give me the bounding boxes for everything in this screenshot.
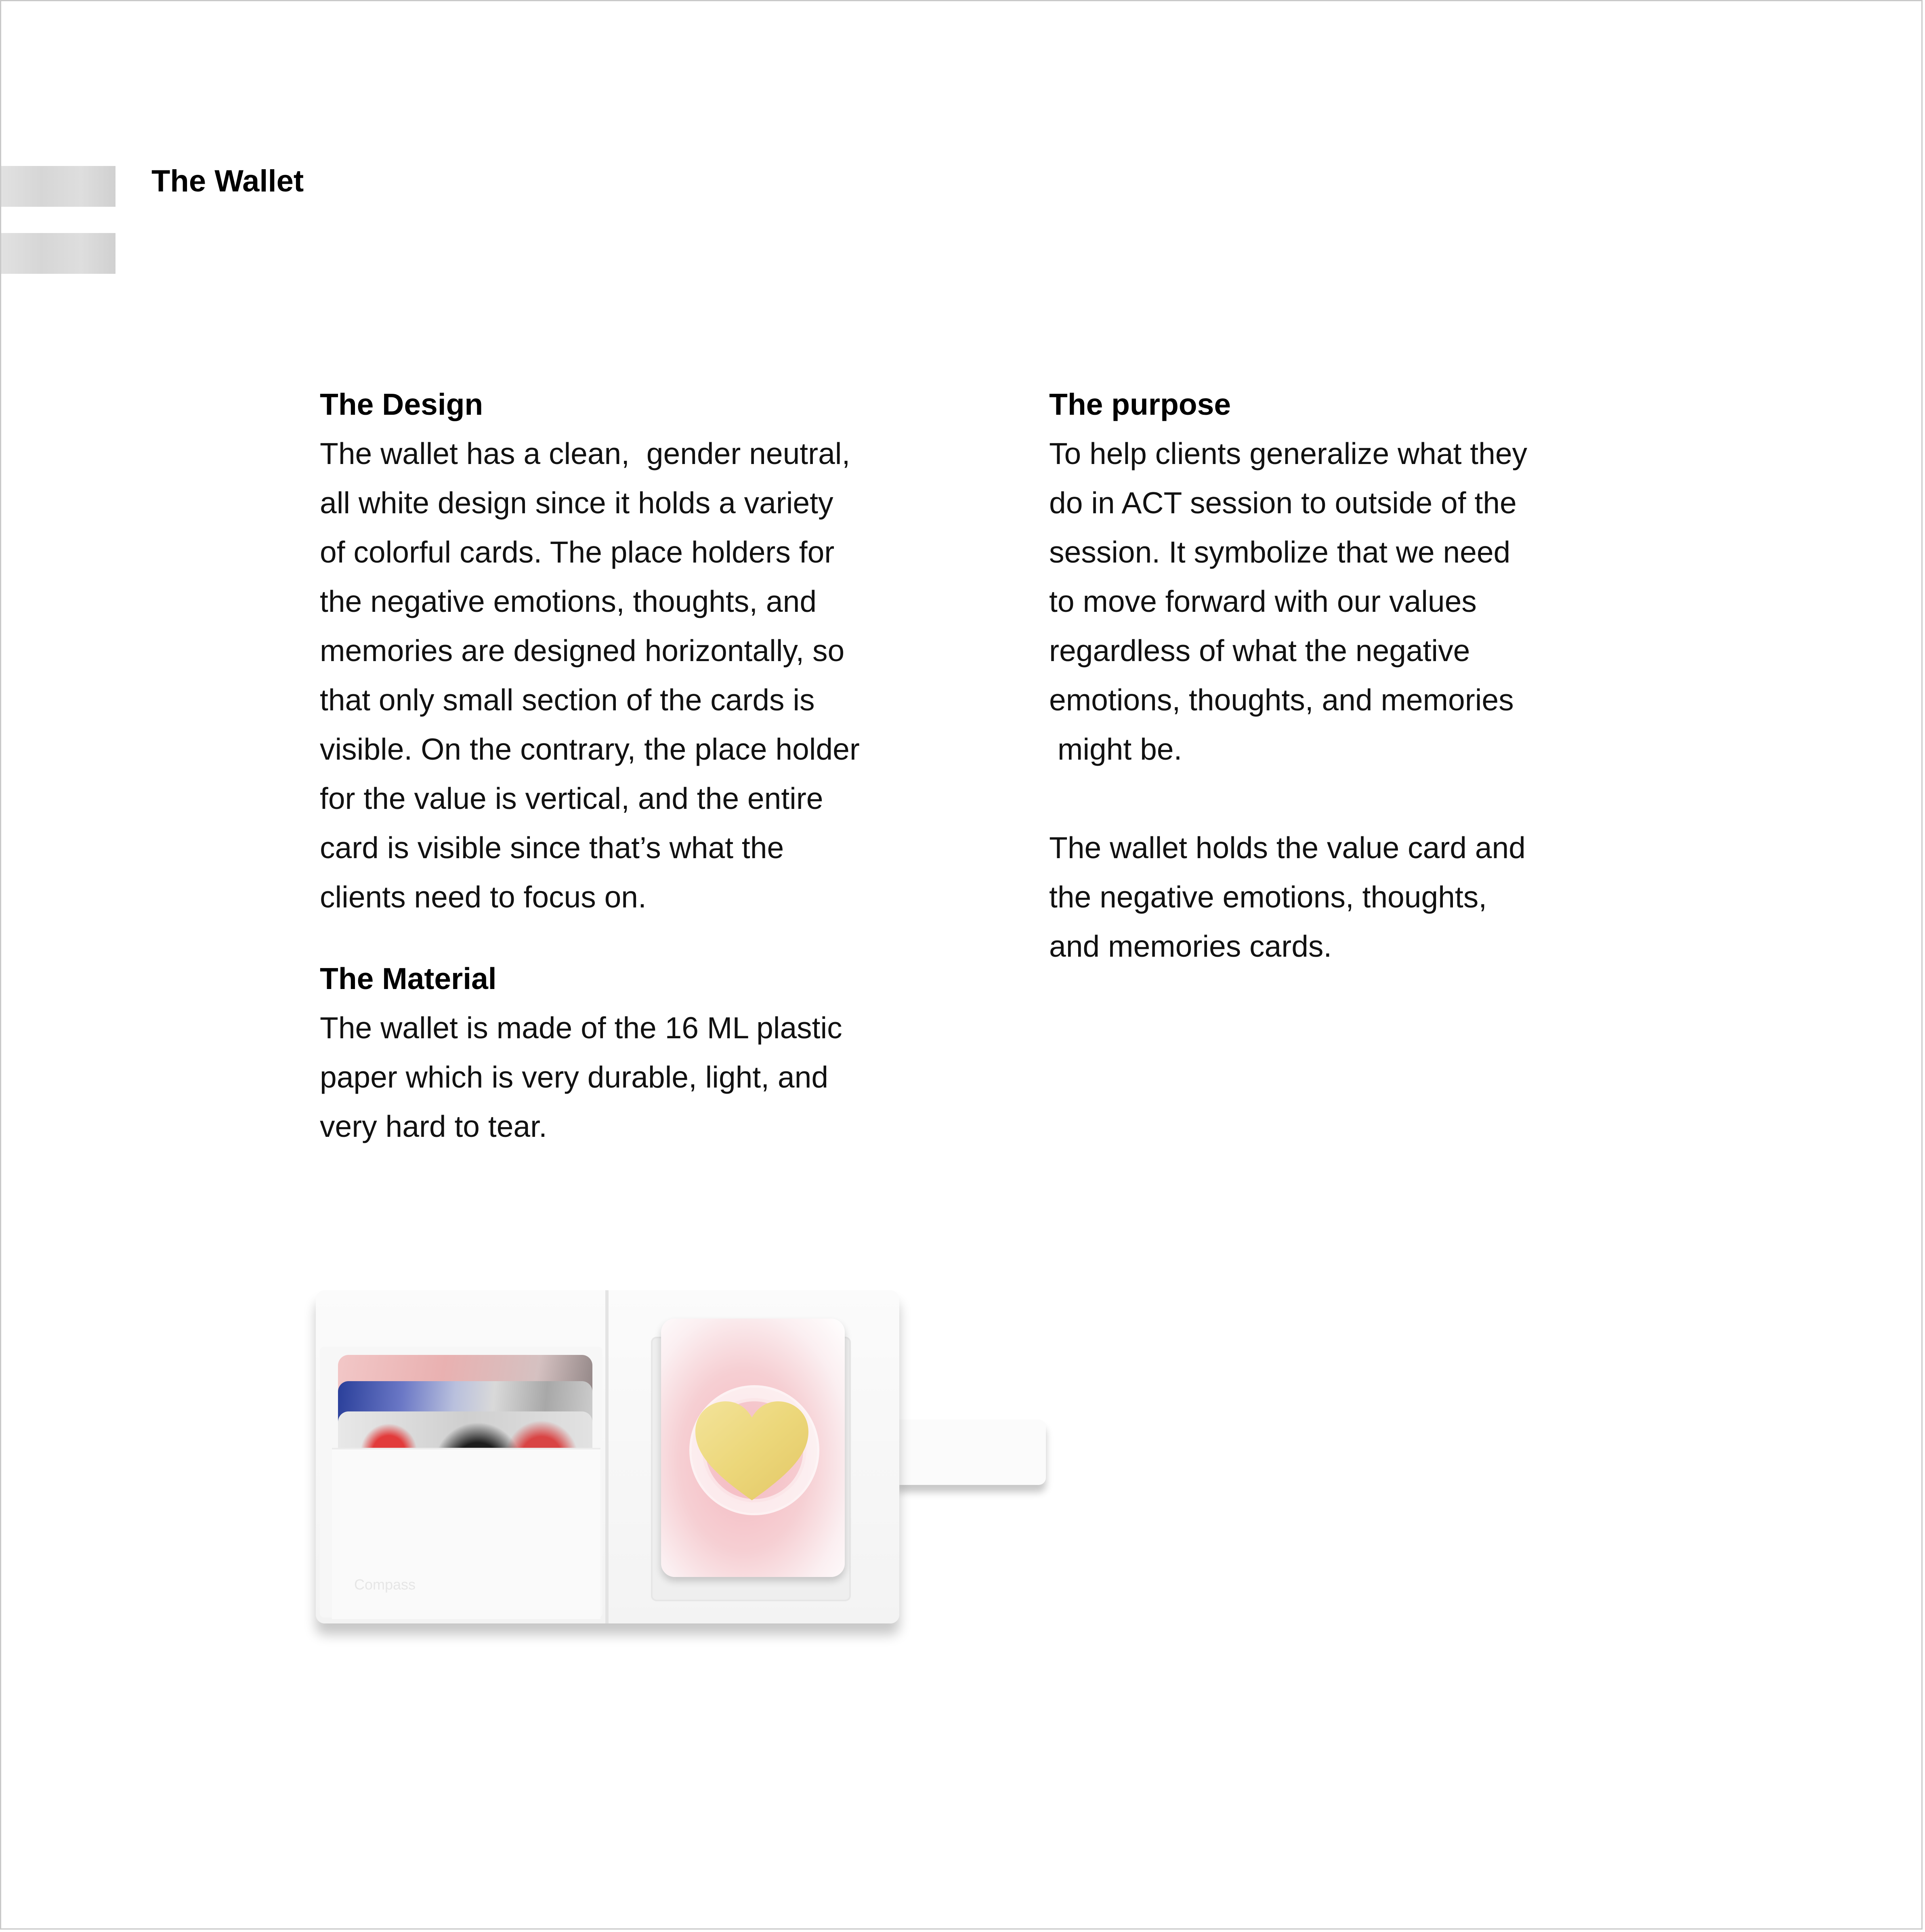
design-line: visible. On the contrary, the place holder — [320, 732, 860, 766]
wallet-clasp — [897, 1420, 1046, 1485]
material-line: very hard to tear. — [320, 1109, 547, 1143]
purpose-line: and memories cards. — [1049, 929, 1332, 963]
purpose-line: session. It symbolize that we need — [1049, 535, 1511, 569]
purpose-line: do in ACT session to outside of the — [1049, 486, 1517, 520]
wallet-fold — [605, 1290, 609, 1623]
design-line: memories are designed horizontally, so — [320, 634, 845, 668]
design-line: all white design since it holds a variety — [320, 486, 833, 520]
material-line: paper which is very durable, light, and — [320, 1060, 829, 1094]
value-card — [661, 1319, 845, 1577]
purpose-line: regardless of what the negative — [1049, 634, 1470, 668]
pocket-brand-text: Compass — [354, 1576, 416, 1593]
purpose-line: might be. — [1049, 732, 1182, 766]
design-line: for the value is vertical, and the entire — [320, 781, 823, 815]
design-line: the negative emotions, thoughts, and — [320, 584, 817, 618]
design-line: card is visible since that’s what the — [320, 831, 784, 865]
material-heading: The Material — [320, 962, 497, 995]
design-line: The wallet has a clean, gender neutral, — [320, 437, 850, 470]
purpose-line: emotions, thoughts, and memories — [1049, 683, 1514, 717]
purpose-line: the negative emotions, thoughts, — [1049, 880, 1487, 914]
purpose-heading: The purpose — [1049, 387, 1231, 421]
left-column — [320, 380, 950, 1151]
heart-icon — [693, 1399, 810, 1504]
design-heading: The Design — [320, 387, 483, 421]
right-column — [1049, 380, 1655, 971]
purpose-line: To help clients generalize what they — [1049, 437, 1528, 470]
decorative-bar-top — [1, 166, 115, 207]
card-pocket — [332, 1448, 600, 1619]
design-line: that only small section of the cards is — [320, 683, 815, 717]
page-title: The Wallet — [151, 164, 304, 198]
decorative-bar-bottom — [1, 233, 115, 274]
wallet-illustration — [316, 1290, 899, 1623]
design-line: of colorful cards. The place holders for — [320, 535, 835, 569]
purpose-line: The wallet holds the value card and — [1049, 831, 1526, 865]
material-line: The wallet is made of the 16 ML plastic — [320, 1011, 842, 1045]
purpose-line: to move forward with our values — [1049, 584, 1477, 618]
design-line: clients need to focus on. — [320, 880, 647, 914]
